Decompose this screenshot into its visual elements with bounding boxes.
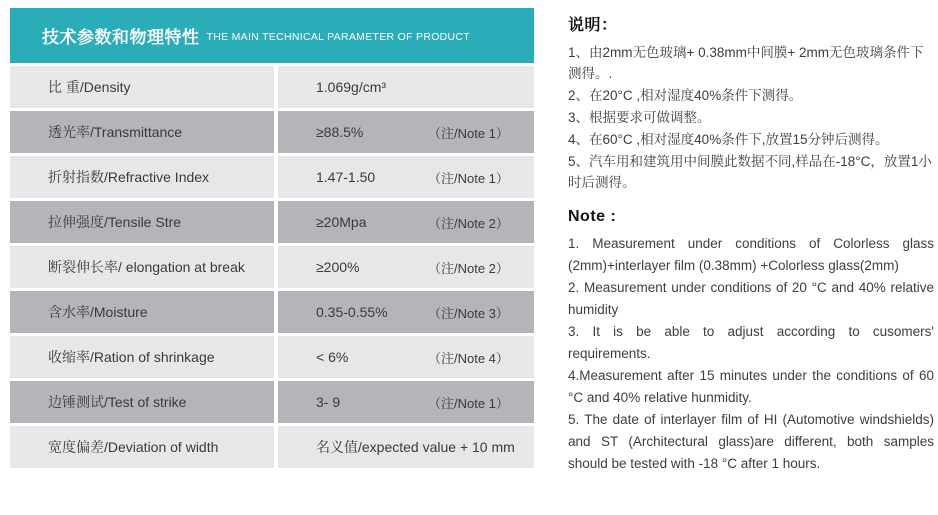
parameter-value-cell [278,426,534,468]
table-row [10,336,534,378]
parameter-label: 折射指数/Refractive Index [10,156,274,198]
note-item-cn: 1、由2mm无色玻璃+ 0.38mm中间膜+ 2mm无色玻璃条件下测得。. [568,45,924,81]
parameter-note: （注/Note 2） [428,215,509,231]
parameter-value: ≥20Mpa [316,214,367,230]
table-title-en: THE MAIN TECHNICAL PARAMETER OF PRODUCT [206,31,471,43]
parameter-value-cell [278,201,534,243]
notes-panel [568,12,934,475]
parameter-value: 0.35-0.55% [316,304,388,320]
table-row [10,201,534,243]
table-row [10,156,534,198]
table-row [10,291,534,333]
table-row [10,426,534,468]
parameter-label: 宽度偏差/Deviation of width [10,426,274,468]
parameter-label: 边锤测试/Test of strike [10,381,274,423]
parameter-value-cell [278,66,534,108]
table-row [10,246,534,288]
parameter-note: （注/Note 1） [428,170,509,186]
note-item-cn: 2、在20°C ,相对湿度40%条件下测得。 [568,88,803,103]
parameter-value-cell [278,336,534,378]
note-item-en: 2. Measurement under conditions of 20 °C and 40% relative humidity [568,280,934,317]
parameter-label: 拉伸强度/Tensile Stre [10,201,274,243]
parameter-label: 收缩率/Ration of shrinkage [10,336,274,378]
parameter-value: 1.069g/cm³ [316,79,387,95]
technical-parameters-table [10,8,534,468]
parameter-note: （注/Note 1） [428,395,509,411]
table-header [10,8,534,63]
parameter-value-cell [278,156,534,198]
parameter-value: < 6% [316,349,349,365]
parameter-value-cell [278,381,534,423]
note-item-cn: 3、根据要求可做调整。 [568,110,711,125]
note-item-en: 3. It is be able to adjust according to cusomers' requirements. [568,324,934,361]
parameter-label: 透光率/Transmittance [10,111,274,153]
parameter-label: 含水率/Moisture [10,291,274,333]
note-item-en: 1. Measurement under conditions of Colorless glass (2mm)+interlayer film (0.38mm) +Colorless glass(2mm) [568,236,934,273]
parameter-note: （注/Note 4） [428,350,509,366]
parameter-value: ≥88.5% [316,124,364,140]
parameter-note: （注/Note 3） [428,305,509,321]
table-row [10,381,534,423]
parameter-value: ≥200% [316,259,360,275]
parameter-value: 3- 9 [316,394,341,410]
note-item-cn: 5、汽车用和建筑用中间膜此数据不同,样品在-18°C，放置1小时后测得。 [568,154,932,190]
parameter-value-cell [278,291,534,333]
parameter-note: （注/Note 2） [428,260,509,276]
note-item-en: 4.Measurement after 15 minutes under the conditions of 60 °C and 40% relative hunmidity. [568,368,934,405]
notes-cn-heading: 说明： [568,17,618,34]
note-item-cn: 4、在60°C ,相对湿度40%条件下,放置15分钟后测得。 [568,132,889,147]
parameter-value: 1.47-1.50 [316,169,376,185]
parameter-value: 名义值/expected value + 10 mm [316,439,515,455]
parameter-value-cell [278,111,534,153]
parameter-value-cell [278,246,534,288]
parameter-note: （注/Note 1） [428,125,509,141]
table-title-cn: 技术参数和物理特性 [42,28,200,47]
notes-en-list [568,233,934,475]
parameter-label: 比 重/Density [10,66,274,108]
parameter-label: 断裂伸长率/ elongation at break [10,246,274,288]
note-item-en: 5. The date of interlayer film of HI (Automotive windshields) and ST (Architectural glass)are different, both samples should be tested with -18 °C after 1 hours. [568,412,934,471]
table-row [10,111,534,153]
notes-cn-list [568,42,934,193]
table-row [10,66,534,108]
table-body [10,66,534,468]
notes-en-heading: Note : [568,208,617,225]
